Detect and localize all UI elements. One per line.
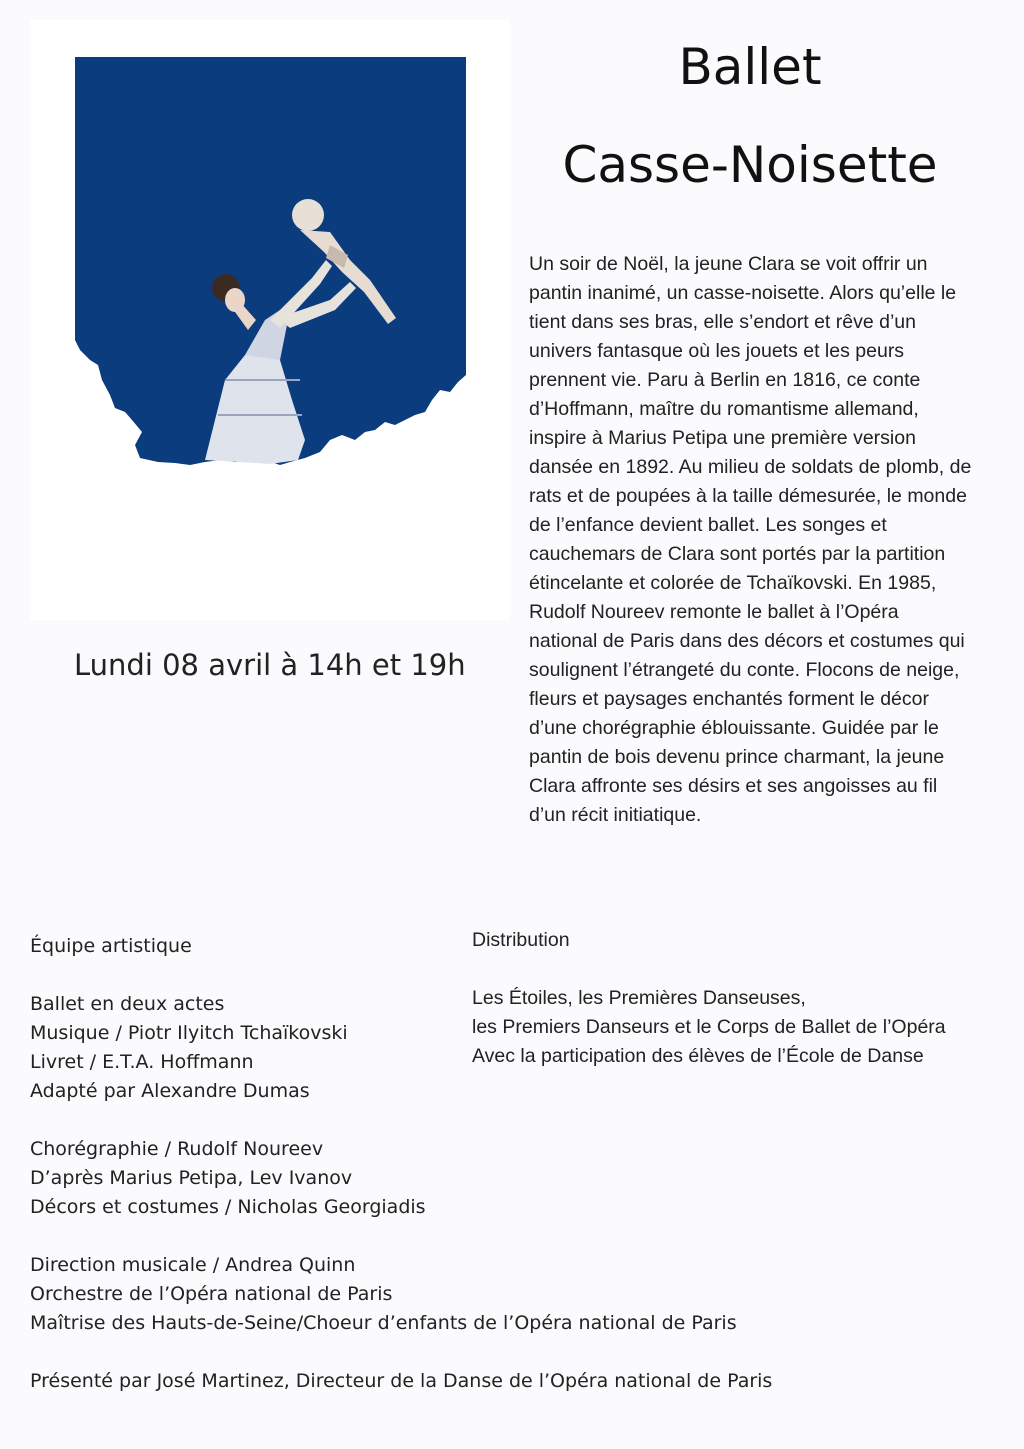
distribution-line: Avec la participation des élèves de l’École de Danse <box>472 1045 924 1067</box>
credit-line: Musique / Piotr Ilyitch Tchaïkovski <box>30 1022 348 1044</box>
distribution-line: les Premiers Danseurs et le Corps de Ballet de l’Opéra <box>472 1016 946 1038</box>
credit-line: Chorégraphie / Rudolf Noureev <box>30 1138 324 1160</box>
credit-line: Adapté par Alexandre Dumas <box>30 1080 310 1102</box>
synopsis-text: Un soir de Noël, la jeune Clara se voit offrir un pantin inanimé, un casse-noisette. Alors qu’elle le tient dans ses bras, elle s’endort et rêve d’un univers fantasque où les jouets et les peurs prennent vie. Paru à Berlin en 1816, ce conte d’Hoffmann, maître du romantisme allemand, inspire à Marius Petipa une première version dansée en 1892. Au milieu de soldats de plomb, de rats et de poupées à la taille démesurée, le monde de l’enfance devient ballet. Les songes et cauchemars de Clara sont portés par la partition étincelante et colorée de Tchaïkovski. En 1985, Rudolf Noureev remonte le ballet à l’Opéra national de Paris dans des décors et costumes qui soulignent l’étrangeté du conte. Flocons de neige, fleurs et paysages enchantés forment le décor d’une chorégraphie éblouissante. Guidée par le pantin de bois devenu prince charmant, la jeune Clara affronte ses désirs et ses angoisses au fil d’un récit initiatique. <box>529 253 972 826</box>
equipe-heading: Équipe artistique <box>30 935 192 957</box>
ballet-photo <box>30 20 510 620</box>
credit-line: Orchestre de l’Opéra national de Paris <box>30 1283 393 1305</box>
title-ballet: Ballet <box>678 38 822 96</box>
ballet-illustration <box>30 20 510 620</box>
credit-line: Direction musicale / Andrea Quinn <box>30 1254 356 1276</box>
credit-line: D’après Marius Petipa, Lev Ivanov <box>30 1167 353 1189</box>
credit-line: Ballet en deux actes <box>30 993 225 1015</box>
credit-line: Livret / E.T.A. Hoffmann <box>30 1051 254 1073</box>
distribution-heading: Distribution <box>472 929 570 951</box>
title-casse-noisette: Casse-Noisette <box>562 136 938 194</box>
performance-date: Lundi 08 avril à 14h et 19h <box>74 648 466 682</box>
presented-by: Présenté par José Martinez, Directeur de la Danse de l’Opéra national de Paris <box>30 1370 773 1392</box>
credit-line: Décors et costumes / Nicholas Georgiadis <box>30 1196 426 1218</box>
credit-line: Maîtrise des Hauts-de-Seine/Choeur d’enfants de l’Opéra national de Paris <box>30 1312 737 1334</box>
distribution <box>472 926 1017 1071</box>
distribution-line: Les Étoiles, les Premières Danseuses, <box>472 987 806 1009</box>
